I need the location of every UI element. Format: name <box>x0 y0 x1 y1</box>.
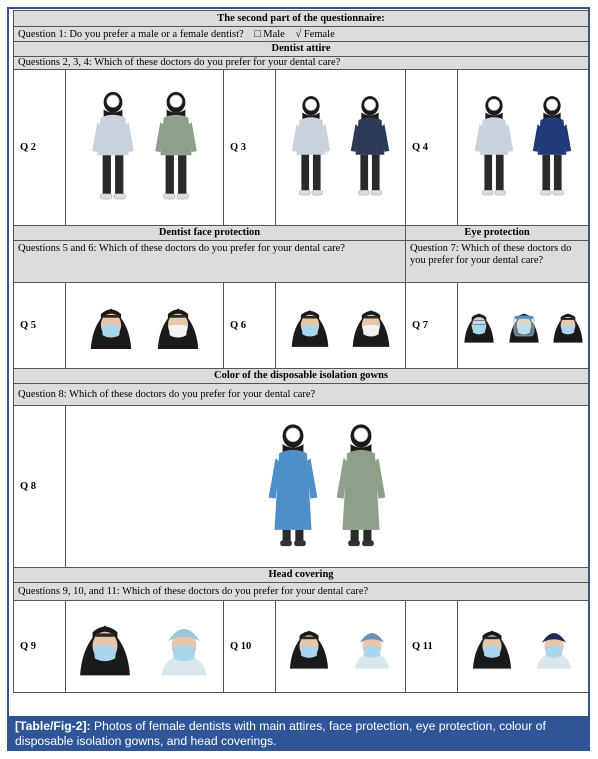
photo-q10[interactable] <box>276 601 406 693</box>
section-subtitle-attire: Questions 2, 3, 4: Which of these doctors do you prefer for your dental care? <box>14 57 589 70</box>
dentist-mask-blue <box>285 304 335 348</box>
dentist-hijab <box>466 623 518 671</box>
dentist-blue-gown <box>264 419 322 555</box>
dentist-mask-white <box>150 303 206 349</box>
label-q9: Q 9 <box>14 601 66 693</box>
caption-label: [Table/Fig-2]: <box>15 719 91 733</box>
caption-text: Photos of female dentists with main attires, face protection, eye protection, colour of disposable isolation gowns, and head coverings. <box>15 719 546 748</box>
section-subtitle-face: Questions 5 and 6: Which of these doctors do you prefer for your dental care? <box>14 241 406 283</box>
label-q6: Q 6 <box>224 283 276 369</box>
label-q7: Q 7 <box>406 283 458 369</box>
label-q10: Q 10 <box>224 601 276 693</box>
dentist-green-gown <box>150 90 202 206</box>
section-title-head: Head covering <box>14 568 589 583</box>
dentist-mask-white <box>346 304 396 348</box>
dentist-hijab <box>71 618 139 676</box>
photo-q8[interactable] <box>66 406 589 568</box>
dentist-white-coat <box>287 92 335 204</box>
photo-q6[interactable] <box>276 283 406 369</box>
questionnaire-table <box>13 10 589 693</box>
photo-q5[interactable] <box>66 283 224 369</box>
dentist-green-gown <box>332 419 390 555</box>
dentist-patterned-cap <box>346 623 398 671</box>
photo-q11[interactable] <box>458 601 589 693</box>
dentist-no-eyewear <box>548 304 588 348</box>
section-title-eye: Eye protection <box>406 226 589 241</box>
photo-q3[interactable] <box>276 70 406 226</box>
label-q3: Q 3 <box>224 70 276 226</box>
photo-q9[interactable] <box>66 601 224 693</box>
label-q8: Q 8 <box>14 406 66 568</box>
dentist-white-coat <box>87 90 139 206</box>
label-q11: Q 11 <box>406 601 458 693</box>
dentist-goggles <box>459 304 499 348</box>
section-title-attire: Dentist attire <box>14 42 589 57</box>
option-female-checkbox[interactable]: √ Female <box>295 28 335 40</box>
section-title-face: Dentist face protection <box>14 226 406 241</box>
photo-q7[interactable] <box>458 283 589 369</box>
section-title-gown: Color of the disposable isolation gowns <box>14 369 589 384</box>
dentist-bouffant-cap <box>150 618 218 676</box>
dentist-face-shield <box>504 304 544 348</box>
photo-q2[interactable] <box>66 70 224 226</box>
dentist-mask-blue <box>83 303 139 349</box>
dentist-white-coat <box>470 92 518 204</box>
dentist-floral-scrub <box>528 92 576 204</box>
section-subtitle-gown: Question 8: Which of these doctors do you prefer for your dental care? <box>14 384 589 406</box>
option-male-checkbox[interactable]: □ Male <box>254 28 285 40</box>
section-subtitle-eye: Question 7: Which of these doctors do you prefer for your dental care? <box>406 241 589 283</box>
dentist-navy-cap <box>528 623 580 671</box>
figure-caption <box>9 716 588 749</box>
dentist-navy-scrub <box>346 92 394 204</box>
question-1 <box>14 27 589 42</box>
label-q5: Q 5 <box>14 283 66 369</box>
dentist-hijab <box>283 623 335 671</box>
figure-frame <box>7 7 590 751</box>
label-q2: Q 2 <box>14 70 66 226</box>
part-title: The second part of the questionnaire: <box>14 11 589 27</box>
label-q4: Q 4 <box>406 70 458 226</box>
photo-q4[interactable] <box>458 70 589 226</box>
question-1-text: Question 1: Do you prefer a male or a female dentist? <box>18 28 244 40</box>
section-subtitle-head: Questions 9, 10, and 11: Which of these doctors do you prefer for your dental care? <box>14 583 589 601</box>
